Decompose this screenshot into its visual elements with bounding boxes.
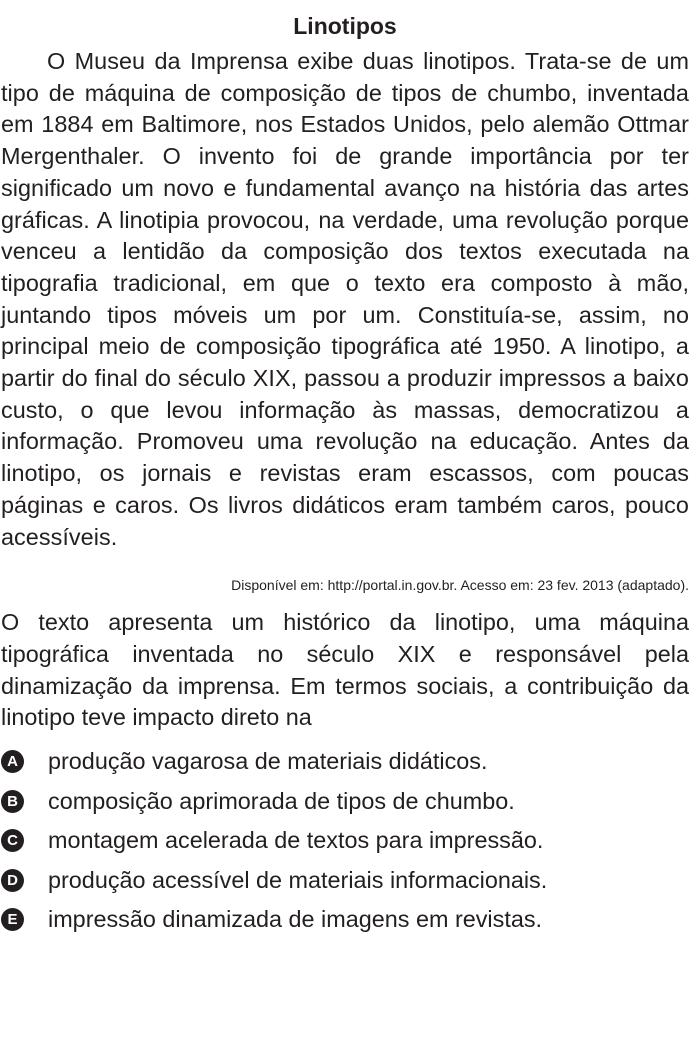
answer-options [1,742,689,940]
option-a-text: produção vagarosa de materiais didáticos. [48,748,488,775]
question-stem: O texto apresenta um histórico da linotipo, uma máquina tipográfica inventada no século XIX e responsável pela dinamização da imprensa. Em termos sociais, a contribuição da linotipo teve impacto direto na [1,609,689,731]
source-citation: Disponível em: http://portal.in.gov.br. Acesso em: 23 fev. 2013 (adaptado). [231,577,689,594]
option-a[interactable] [1,742,689,782]
text-title: Linotipos [293,13,397,39]
exam-question [0,12,689,940]
option-d-text: produção acessível de materiais informacionais. [48,866,548,893]
option-letter-c-badge: C [1,829,24,852]
option-c[interactable] [1,821,689,861]
option-c-text: montagem acelerada de textos para impressão. [48,827,544,854]
option-letter-d-badge: D [1,869,24,892]
option-b-text: composição aprimorada de tipos de chumbo. [48,787,515,814]
option-e[interactable] [1,900,689,940]
option-letter-b-badge: B [1,790,24,813]
passage-text: O Museu da Imprensa exibe duas linotipos. Trata-se de um tipo de máquina de composição de tipos de chumbo, inventada em 1884 em Baltimore, nos Estados Unidos, pelo alemão Ottmar Mergenthaler. O invento foi de grande importância por ter significado um novo e fundamental avanço na história das artes gráficas. A linotipia provocou, na verdade, uma revolução porque venceu a lentidão da composição dos textos executada na tipografia tradicional, em que o texto era composto à mão, juntando tipos móveis um por um. Constituía-se, assim, no principal meio de composição tipográfica até 1950. A linotipo, a partir do final do século XIX, passou a produzir impressos a baixo custo, o que levou informação às massas, democratizou a informação. Promoveu uma revolução na educação. Antes da linotipo, os jornais e revistas eram escassos, com poucas páginas e caros. Os livros didáticos eram também caros, pouco acessíveis. [1,48,689,550]
option-letter-a-badge: A [1,750,24,773]
option-e-text: impressão dinamizada de imagens em revistas. [48,906,543,933]
option-b[interactable] [1,782,689,822]
option-d[interactable] [1,861,689,901]
option-letter-e-badge: E [1,908,24,931]
